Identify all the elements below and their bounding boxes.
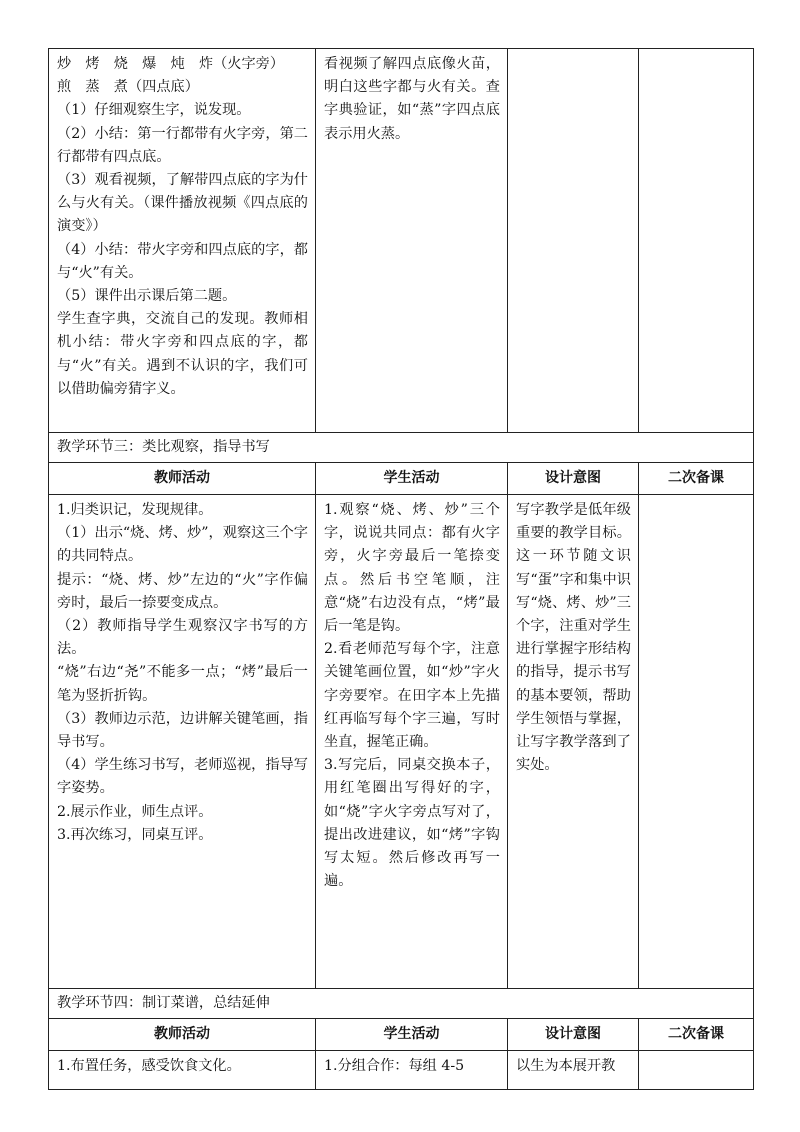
teacher-line: （4）小结：带火字旁和四点底的字，都与“火”有关。 [57,241,308,281]
header-row [49,463,754,495]
row-radicals [49,49,754,433]
header-student-activity: 学生活动 [316,1019,508,1051]
header-design-intent: 设计意图 [508,463,639,495]
cell-second-prep [639,495,754,989]
teacher-line: （1）出示“烧、烤、炒”，观察这三个字的共同特点。 [57,525,308,565]
cell-design-intent [508,495,639,989]
cell-design-intent [508,49,639,433]
section-row [49,433,754,463]
cell-teacher-activity: 1.布置任务，感受饮食文化。 [49,1051,316,1090]
teacher-line: 学生查字典，交流自己的发现。教师相机小结：带火字旁和四点底的字，都与“火”有关。遇到不认识的字，我们可以借助偏旁猜字义。 [57,311,308,397]
teacher-line: 1.归类识记，发现规律。 [57,502,213,518]
student-line: 1.观察“烧、烤、炒”三个字，说说共同点：都有火字旁，火字旁最后一笔捺变点。然后书空笔顺，注意“烧”右边没有点，“烤”最后一笔是钩。 [324,502,500,635]
cell-second-prep [639,49,754,433]
section-title: 教学环节三：类比观察，指导书写 [49,433,754,463]
cell-student-activity: 1.分组合作：每组 4-5 [316,1051,508,1090]
student-line: 3.写完后，同桌交换本子，用红笔圈出写得好的字，如“烧”字火字旁点写对了，提出改进建议，如“烤”字钩写太短。然后修改再写一遍。 [324,757,500,890]
row-menu [49,1051,754,1090]
row-writing [49,495,754,989]
teacher-line: 3.再次练习，同桌互评。 [57,826,213,843]
teacher-line: （5）课件出示课后第二题。 [57,288,237,305]
header-second-prep: 二次备课 [639,1019,754,1051]
teacher-line: （4）学生练习书写，老师巡视，指导写字姿势。 [57,757,308,797]
teacher-line: （3）教师边示范，边讲解关键笔画，指导书写。 [57,710,308,751]
cell-teacher-activity [49,495,316,989]
teacher-line: （1）仔细观察生字，说发现。 [57,102,251,119]
cell-student-activity [316,495,508,989]
header-teacher-activity: 教师活动 [49,1019,316,1051]
header-row [49,1019,754,1051]
teacher-line: （2）小结：第一行都带有火字旁，第二行都带有四点底。 [57,125,308,165]
header-second-prep: 二次备课 [639,463,754,495]
header-student-activity: 学生活动 [316,463,508,495]
header-design-intent: 设计意图 [508,1019,639,1051]
teacher-line: 提示：“烧、烤、炒”左边的“火”字作偏旁时，最后一捺要变成点。 [57,571,308,611]
teacher-line: 炒 烤 烧 爆 炖 炸（火字旁） [57,56,285,72]
teacher-line: （2）教师指导学生观察汉字书写的方法。 [57,618,308,658]
teacher-line: “烧”右边“尧”不能多一点；“烤”最后一笔为竖折折钩。 [57,664,308,704]
intent-text: 写字教学是低年级重要的教学目标。这一环节随文识写“蛋”字和集中识写“烧、烤、炒”三个字，注重对学生进行掌握字形结构的指导，提示书写的基本要领，帮助学生领悟与掌握，让写字教学落到了实处。 [516,502,631,774]
teacher-line: 2.展示作业，师生点评。 [57,803,213,820]
teacher-line: （3）观看视频，了解带四点底的字为什么与火有关。（课件播放视频《四点底的演变》） [57,172,308,235]
section-title: 教学环节四：制订菜谱，总结延伸 [49,989,754,1019]
section-row [49,989,754,1019]
lesson-plan-table [48,48,754,1090]
header-teacher-activity: 教师活动 [49,463,316,495]
cell-second-prep [639,1051,754,1090]
student-line: 2.看老师范写每个字，注意关键笔画位置，如“炒”字火字旁要窄。在田字本上先描红再临写每个字三遍，写时坐直，握笔正确。 [324,641,500,751]
cell-student-activity [316,49,508,433]
cell-design-intent: 以生为本展开教 [508,1051,639,1090]
student-text: 看视频了解四点底像火苗，明白这些字都与火有关。查字典验证，如“蒸”字四点底表示用火蒸。 [324,56,500,142]
cell-teacher-activity [49,49,316,433]
teacher-line: 煎 蒸 煮（四点底） [57,79,199,96]
